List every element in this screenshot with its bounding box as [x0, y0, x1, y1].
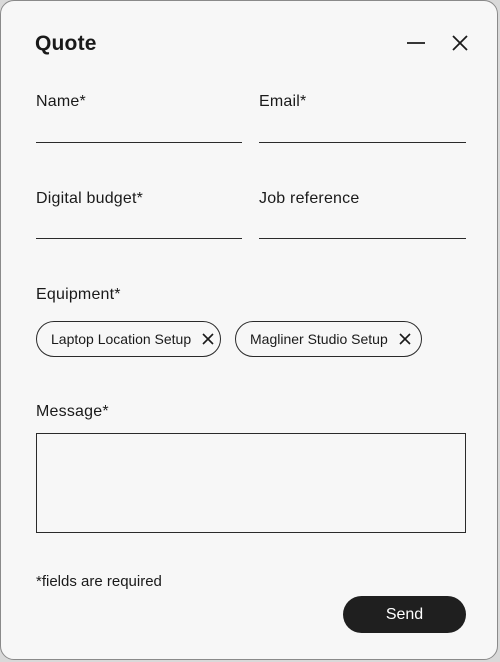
digital-budget-input[interactable] — [36, 211, 242, 239]
equipment-label: Equipment* — [36, 286, 121, 303]
equipment-chip — [36, 321, 221, 357]
message-textarea[interactable] — [36, 433, 466, 533]
email-label: Email* — [259, 93, 307, 110]
minus-icon — [404, 31, 428, 55]
minimize-button[interactable] — [404, 31, 428, 55]
name-input[interactable] — [36, 115, 242, 143]
digital-budget-label: Digital budget* — [36, 190, 144, 207]
name-label: Name* — [36, 93, 86, 110]
x-icon — [448, 31, 472, 55]
x-icon — [201, 332, 215, 346]
x-icon — [398, 332, 412, 346]
chip-label: Magliner Studio Setup — [250, 331, 388, 347]
close-button[interactable] — [448, 31, 472, 55]
remove-chip-button[interactable] — [201, 332, 215, 346]
dialog-title: Quote — [35, 32, 97, 55]
job-reference-label: Job reference — [259, 190, 360, 207]
chip-label: Laptop Location Setup — [51, 331, 192, 347]
required-fields-note: *fields are required — [36, 573, 162, 590]
message-label: Message* — [36, 403, 109, 420]
job-reference-input[interactable] — [259, 211, 466, 239]
send-button[interactable]: Send — [343, 596, 466, 633]
equipment-chip — [235, 321, 422, 357]
remove-chip-button[interactable] — [398, 332, 412, 346]
email-input[interactable] — [259, 115, 466, 143]
